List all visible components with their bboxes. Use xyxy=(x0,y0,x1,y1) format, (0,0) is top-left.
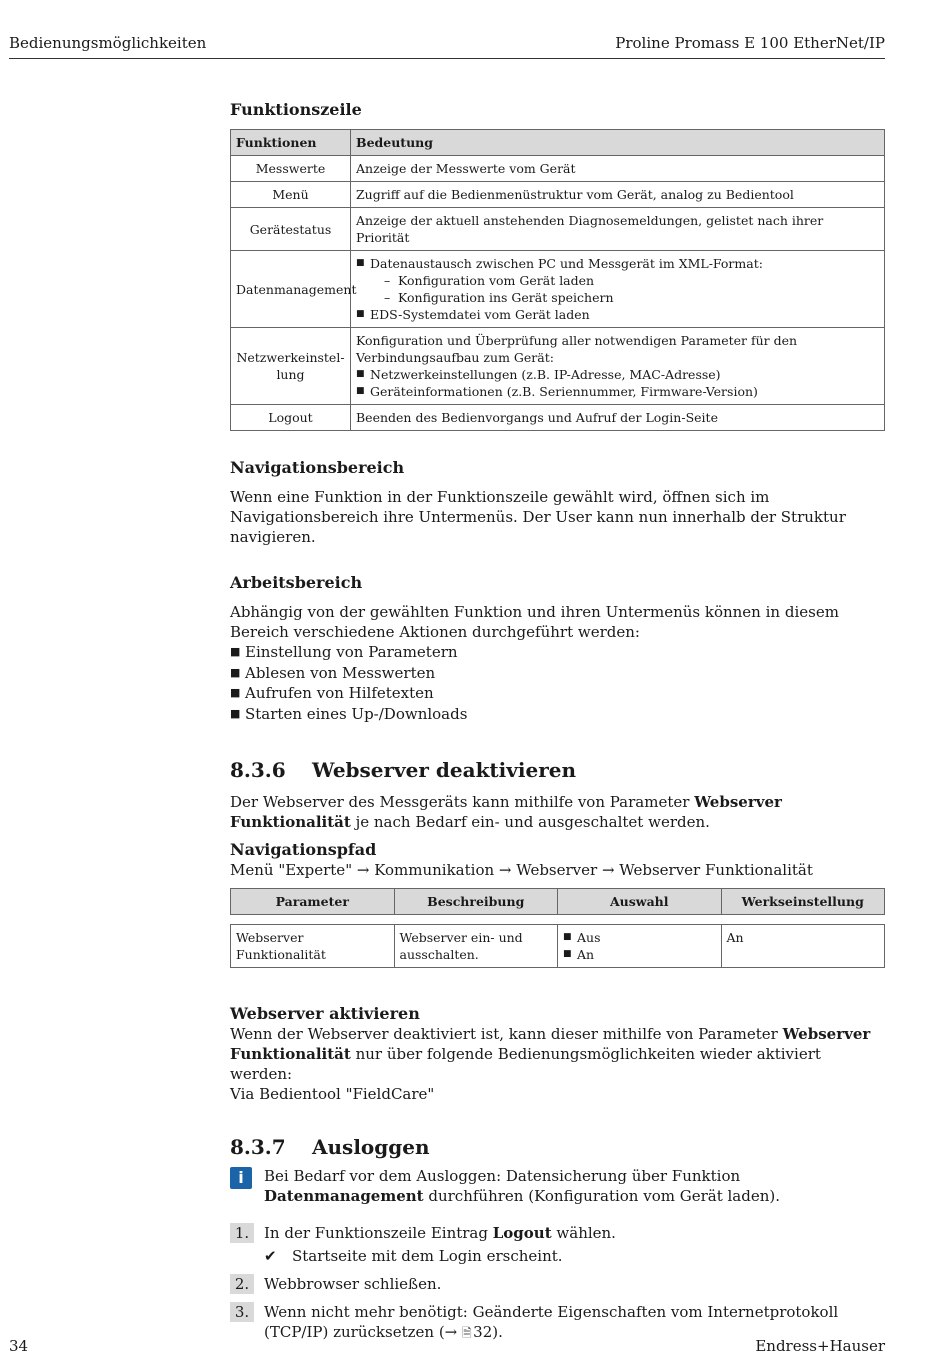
text-run: Der Webserver des Messgeräts kann mithilfe von Parameter xyxy=(230,793,695,811)
webserver-aktivieren-via: Via Bedientool "FieldCare" xyxy=(230,1085,435,1103)
section-number: 8.3.7 xyxy=(230,1135,286,1159)
list-item: ■ Einstellung von Parametern xyxy=(230,642,885,663)
table-row xyxy=(231,251,885,328)
dash-list xyxy=(370,272,879,306)
section-836-heading xyxy=(230,757,885,783)
entry-name: Logout xyxy=(492,1224,552,1242)
description-cell: Webserver ein- und ausschalten. xyxy=(394,925,558,968)
table-header: Beschreibung xyxy=(394,889,558,915)
parameter-table xyxy=(230,888,885,968)
funktionszeile-heading: Funktionszeile xyxy=(230,100,362,119)
function-cell: Logout xyxy=(231,405,351,431)
header-section-title: Bedienungsmöglichkeiten xyxy=(9,34,207,52)
bullet-list xyxy=(563,929,716,963)
section-title: Webserver deaktivieren xyxy=(312,758,577,782)
section-837-heading xyxy=(230,1134,885,1160)
section-number: 8.3.6 xyxy=(230,758,286,782)
page-reference-icon: 🗎 xyxy=(462,1326,472,1340)
parameter-name: Webserver Funktionalität xyxy=(230,793,782,831)
page-content xyxy=(230,100,885,1343)
text-run: Wenn der Webserver deaktiviert ist, kann dieser mithilfe von Parameter xyxy=(230,1025,783,1043)
text-run: Bei Bedarf vor dem Ausloggen: Datensicherung über Funktion xyxy=(264,1167,741,1185)
table-header: Funktionen xyxy=(231,130,351,156)
header-product-name: Proline Promass E 100 EtherNet/IP xyxy=(615,34,885,52)
text-run: In der Funktionszeile Eintrag xyxy=(264,1224,493,1242)
text-run: Wenn nicht mehr benötigt: Geänderte Eigenschaften vom Internetprotokoll (TCP/IP) zurücksetzen (→ xyxy=(264,1303,839,1341)
function-name: Datenmanagement xyxy=(264,1187,424,1205)
section-title: Ausloggen xyxy=(312,1135,430,1159)
step-number: 2. xyxy=(230,1274,254,1294)
meaning-intro: Konfiguration und Überprüfung aller notwendigen Parameter für den Verbindungsaufbau zum Gerät: xyxy=(356,333,798,365)
meaning-cell: Zugriff auf die Bedienmenüstruktur vom Gerät, analog zu Bedientool xyxy=(351,182,885,208)
table-header: Parameter xyxy=(231,889,395,915)
text-run: je nach Bedarf ein- und ausgeschaltet werden. xyxy=(350,813,710,831)
table-row xyxy=(231,156,885,182)
list-item: ■ Aus xyxy=(563,929,716,946)
step-2 xyxy=(230,1274,885,1294)
page-header xyxy=(9,34,885,59)
section-836-intro xyxy=(230,792,885,832)
meaning-cell: Anzeige der aktuell anstehenden Diagnosemeldungen, gelistet nach ihrer Priorität xyxy=(351,208,885,251)
step-1 xyxy=(230,1223,885,1266)
page-number: 34 xyxy=(9,1337,29,1355)
function-cell: Gerätestatus xyxy=(231,208,351,251)
function-cell: Menü xyxy=(231,182,351,208)
parameter-name: Webserver Funktionalität xyxy=(230,1025,871,1063)
text-run: wählen. xyxy=(551,1224,616,1242)
step-number: 3. xyxy=(230,1302,254,1322)
list-item: ■ EDS-Systemdatei vom Gerät laden xyxy=(356,306,879,323)
arbeitsbereich-block xyxy=(230,602,885,724)
arbeitsbereich-text: Abhängig von der gewählten Funktion und ihren Untermenüs können in diesem Bereich verschiedene Aktionen durchgeführt werden: xyxy=(230,603,839,641)
arbeitsbereich-heading: Arbeitsbereich xyxy=(230,573,363,592)
info-note xyxy=(230,1166,885,1206)
page-reference[interactable]: 32 xyxy=(473,1323,493,1341)
bullet-list xyxy=(356,366,879,400)
default-cell: An xyxy=(721,925,885,968)
parameter-cell: Webserver Funktionalität xyxy=(231,925,395,968)
navigationsbereich-text: Wenn eine Funktion in der Funktionszeile gewählt wird, öffnen sich im Navigationsbereich ihre Untermenüs. Der User kann nun innerhalb der Struktur navigieren. xyxy=(230,488,846,546)
table-header: Werkseinstellung xyxy=(721,889,885,915)
webserver-aktivieren-heading: Webserver aktivieren xyxy=(230,1004,420,1023)
meaning-cell xyxy=(351,328,885,405)
step-number: 1. xyxy=(230,1223,254,1243)
list-item: – Konfiguration ins Gerät speichern xyxy=(384,289,879,306)
info-icon: i xyxy=(230,1167,252,1189)
function-cell: Datenmanagement xyxy=(231,251,351,328)
meaning-cell: Anzeige der Messwerte vom Gerät xyxy=(351,156,885,182)
list-item: ■ Ablesen von Messwerten xyxy=(230,663,885,684)
function-cell xyxy=(231,328,351,405)
function-cell: Messwerte xyxy=(231,156,351,182)
funktionszeile-table xyxy=(230,129,885,431)
step-text: Webbrowser schließen. xyxy=(264,1275,442,1293)
bullet-list xyxy=(230,642,885,724)
text-run: ). xyxy=(492,1323,503,1341)
list-item: – Konfiguration vom Gerät laden xyxy=(384,272,879,289)
list-item: ■ Netzwerkeinstellungen (z.B. IP-Adresse, MAC-Adresse) xyxy=(356,366,879,383)
list-item: ■ An xyxy=(563,946,716,963)
table-row xyxy=(231,328,885,405)
navigationsbereich-heading: Navigationsbereich xyxy=(230,458,405,477)
list-item-text: Datenaustausch zwischen PC und Messgerät im XML-Format: xyxy=(370,256,763,271)
webserver-aktivieren-text xyxy=(230,1024,885,1084)
table-header-row xyxy=(231,130,885,156)
info-text xyxy=(264,1166,885,1206)
function-name-part: Netzwerkeinstel- xyxy=(236,350,345,365)
table-spacer xyxy=(231,915,885,925)
table-row xyxy=(231,208,885,251)
list-item: ■ Aufrufen von Hilfetexten xyxy=(230,683,885,704)
step-result xyxy=(264,1246,885,1266)
selection-cell xyxy=(558,925,722,968)
navigationspfad-text: Menü "Experte" → Kommunikation → Webserver → Webserver Funktionalität xyxy=(230,861,813,879)
navigationspfad-heading: Navigationspfad xyxy=(230,840,377,859)
list-item xyxy=(356,255,879,306)
table-header-row xyxy=(231,889,885,915)
table-header: Auswahl xyxy=(558,889,722,915)
result-text: Startseite mit dem Login erscheint. xyxy=(292,1247,563,1265)
brand-name: Endress+Hauser xyxy=(755,1337,885,1355)
list-item: ■ Starten eines Up-/Downloads xyxy=(230,704,885,725)
meaning-cell: Beenden des Bedienvorgangs und Aufruf der Login-Seite xyxy=(351,405,885,431)
table-row xyxy=(231,182,885,208)
meaning-cell xyxy=(351,251,885,328)
table-row xyxy=(231,405,885,431)
list-item: ■ Geräteinformationen (z.B. Seriennummer, Firmware-Version) xyxy=(356,383,879,400)
table-row xyxy=(231,925,885,968)
table-header: Bedeutung xyxy=(351,130,885,156)
function-name-part: lung xyxy=(276,367,305,382)
checkmark-icon: ✔ xyxy=(264,1247,277,1265)
text-run: nur über folgende Bedienungsmöglichkeiten wieder aktiviert werden: xyxy=(230,1045,821,1083)
text-run: durchführen (Konfiguration vom Gerät laden). xyxy=(423,1187,780,1205)
step-text xyxy=(264,1223,885,1243)
bullet-list xyxy=(356,255,879,323)
